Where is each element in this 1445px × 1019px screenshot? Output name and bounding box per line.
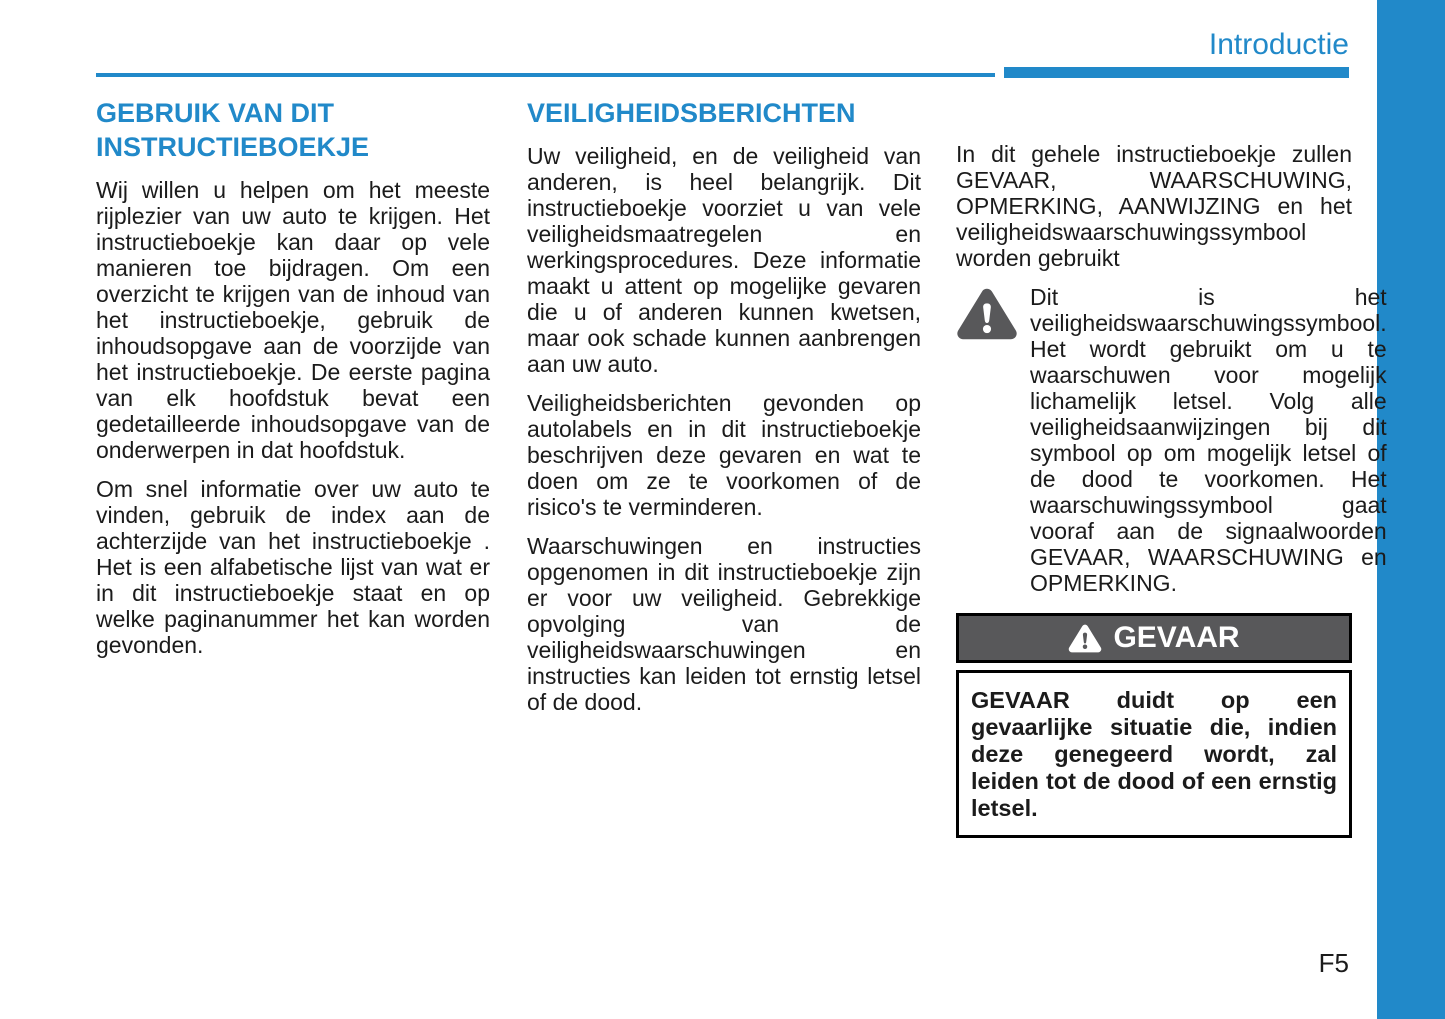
paragraph: In dit gehele instructieboekje zullen GEVAAR, WAARSCHUWING, OPMERKING, AANWIJZING en het veiligheidswaarschuwingssymbool worden gebruikt [956,141,1352,271]
column-gebruik [96,96,490,671]
danger-box-title: GEVAAR [1113,621,1240,654]
column-signaalwoorden [956,141,1387,838]
page-number: F5 [1318,948,1349,978]
paragraph: Uw veiligheid, en de veiligheid van anderen, is heel belangrijk. Dit instructieboekje voorziet u van vele veiligheidsmaatregelen en werkingsprocedures. Deze informatie maakt u attent op mogelijke gevaren die u of anderen kunnen kwetsen, maar ook schade kunnen aanbrengen aan uw auto. [527,143,921,377]
danger-box [956,613,1352,838]
chapter-title: Introductie [1208,28,1349,61]
danger-box-header [956,613,1352,663]
column-veiligheidsberichten [527,96,921,728]
danger-box-body: GEVAAR duidt op een gevaarlijke situatie die, indien deze genegeerd wordt, zal leiden tot de dood of een ernstig letsel. [956,670,1352,838]
paragraph: Wij willen u helpen om het meeste rijplezier van uw auto te krijgen. Het instructieboekje kan daar op vele manieren toe bijdragen. Om een overzicht te krijgen van de inhoud van het instructieboekje, gebruik de inhoudsopgave aan de voorzijde van het instructieboekje. De eerste pagina van elk hoofdstuk bevat een gedetailleerde inhoudsopgave van de onderwerpen in dat hoofdstuk. [96,177,490,463]
warning-triangle-icon [956,284,1018,596]
paragraph: Dit is het veiligheidswaarschuwingssymbool. Het wordt gebruikt om u te waarschuwen voor mogelijk lichamelijk letsel. Volg alle veiligheidsaanwijzingen bij dit symbool op om mogelijk letsel of de dood te voorkomen. Het waarschuwingssymbool gaat vooraf aan de signaalwoorden GEVAAR, WAARSCHUWING en OPMERKING. [1030,284,1387,596]
section-heading-veiligheidsberichten: VEILIGHEIDSBERICHTEN [527,98,856,128]
paragraph: Veiligheidsberichten gevonden op autolabels en in dit instructieboekje beschrijven deze gevaren en wat te doen om ze te voorkomen of de risico's te verminderen. [527,390,921,520]
header-rule-left [96,73,995,77]
section-heading-gebruik: GEBRUIK VAN DIT INSTRUCTIEBOEKJE [96,98,370,162]
warning-triangle-icon [1068,623,1102,654]
paragraph: Om snel informatie over uw auto te vinden, gebruik de index aan de achterzijde van het instructieboekje . Het is een alfabetische lijst van wat er in dit instructieboekje staat en op welke paginanummer het kan worden gevonden. [96,476,490,658]
paragraph: Waarschuwingen en instructies opgenomen in dit instructieboekje zijn er voor uw veiligheid. Gebrekkige opvolging van de veiligheidswaarschuwingen en instructies kan leiden tot ernstig letsel of de dood. [527,533,921,715]
header-rule-right [1004,67,1349,78]
chapter-side-tab [1377,0,1445,1019]
safety-symbol-note [956,284,1387,596]
